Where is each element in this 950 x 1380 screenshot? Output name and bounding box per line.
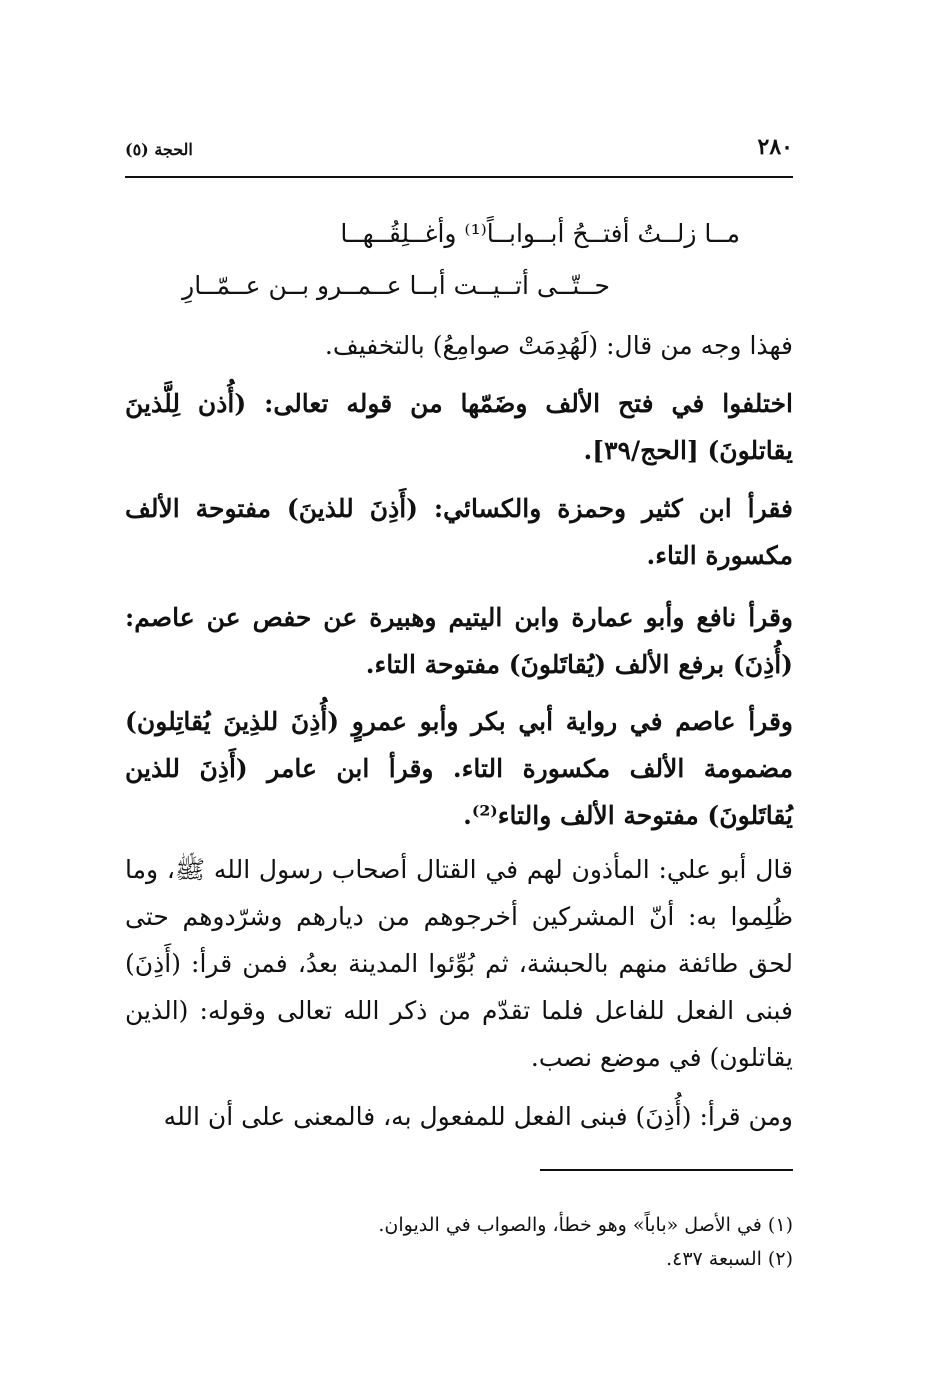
- page-header: [125, 128, 793, 178]
- header-divider: [125, 176, 793, 178]
- page-number: ٢٨٠: [757, 134, 793, 160]
- paragraph-commentary: فهذا وجه من قال: (لَهُدِمَتْ صوامِعُ) بالتخفيف.: [324, 331, 793, 360]
- paragraph-abu-ali: قال أبو علي: المأذون لهم في القتال أصحاب رسول الله ﷺ، وما ظُلِموا به: أنّ المشركين أخرجوهم من ديارهم وشرّدوهم حتى لحق طائفة منهم بالحبشة، ثم بُوِّئوا المدينة بعدُ، فمن قرأ: (أَذِنَ) فبنى الفعل للفاعل فلما تقدّم من ذكر الله تعالى وقوله: (الذين يقاتلون) في موضع نصب.: [125, 855, 793, 1072]
- footnote-1: (١) في الأصل «باباً» وهو خطأ، والصواب في الديوان.: [378, 1214, 793, 1236]
- poem-verse-line-2: حــتّــى أتــيــت أبــا عــمــرو بــن عــمّــارِ: [182, 271, 610, 300]
- running-title: الحجة (٥): [125, 140, 193, 159]
- paragraph-reading-1: فقرأ ابن كثير وحمزة والكسائي: (أَذِنَ للذينَ) مفتوحة الألف مكسورة التاء.: [125, 494, 793, 570]
- paragraph-reading-2: وقرأ نافع وأبو عمارة وابن اليتيم وهبيرة عن حفص عن عاصم: (أُذِنَ) برفع الألف (يُقاتَلونَ) مفتوحة التاء.: [125, 603, 793, 679]
- footnotes: [300, 1208, 793, 1276]
- paragraph-reading-3: وقرأ عاصم في رواية أبي بكر وأبو عمروٍ (أُذِنَ للذِينَ يُقاتِلون) مضمومة الألف مكسورة التاء. وقرأ ابن عامر (أَذِنَ للذين يُقاتَلونَ) مفتوحة الألف والتاء⁽²⁾.: [125, 707, 793, 830]
- paragraph-dispute-heading: اختلفوا في فتح الألف وضَمّها من قوله تعالى: (أُذن لِلَّذينَ يقاتلونَ) [الحج/٣٩].: [125, 389, 793, 465]
- footnote-2: (٢) السبعة ٤٣٧.: [666, 1248, 793, 1270]
- footnote-divider: [540, 1169, 793, 1171]
- paragraph-passive-reading: ومن قرأ: (أُذِنَ) فبنى الفعل للمفعول به، فالمعنى على أن الله: [163, 1102, 793, 1131]
- poem-verse-line-1: مــا زلــتُ أفتــحُ أبــوابــاً⁽¹⁾ وأغــلِقُــهــا: [340, 219, 740, 248]
